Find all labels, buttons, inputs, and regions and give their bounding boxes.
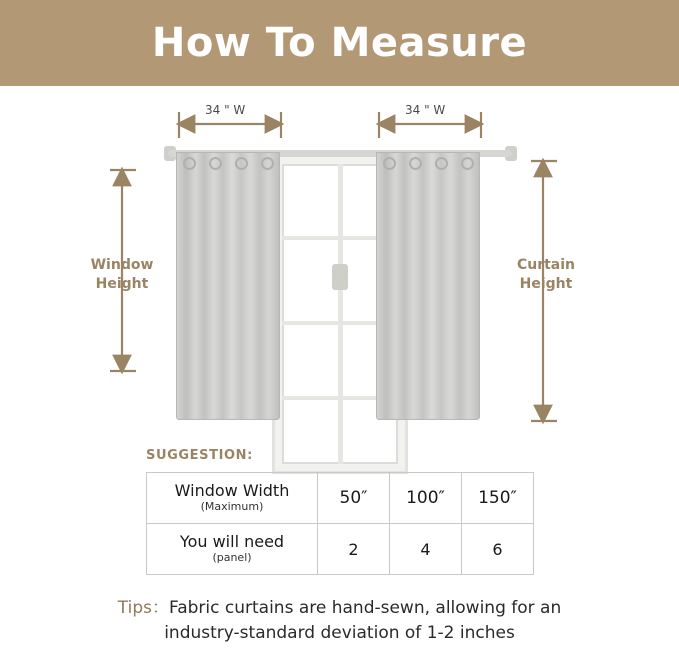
suggestion-label: SUGGESTION:	[146, 448, 253, 463]
suggestion-table-wrapper	[146, 472, 534, 575]
cell-window-width-3: 150″	[462, 473, 534, 524]
suggestion-table	[146, 472, 534, 575]
table-row	[147, 524, 534, 575]
page-title: How To Measure	[151, 20, 528, 66]
tips-line2: industry-standard deviation of 1-2 inches	[164, 622, 515, 643]
table-row	[147, 473, 534, 524]
row-header-panels-needed-sub: (panel)	[212, 550, 252, 564]
tips-line1: Fabric curtains are hand-sewn, allowing for an	[168, 598, 562, 618]
curtain-height-label-line1: Curtain	[516, 257, 576, 273]
width-label-left: 34 " W	[205, 103, 246, 117]
cell-window-width-1: 50″	[318, 473, 390, 524]
cell-panels-3: 6	[462, 524, 534, 575]
curtain-height-label-line2: Height	[519, 275, 573, 292]
header-banner	[0, 0, 679, 86]
window-height-label-line1: Window	[90, 257, 154, 273]
window-height-label	[72, 256, 172, 294]
cell-window-width-2: 100″	[390, 473, 462, 524]
tips-text	[0, 596, 679, 645]
width-label-right: 34 " W	[405, 103, 446, 117]
measurement-diagram	[0, 86, 679, 441]
tips-prefix: Tips：	[117, 598, 169, 618]
row-header-panels-needed-text: You will need	[179, 532, 285, 552]
window-height-label-line2: Height	[95, 275, 149, 292]
row-header-window-width-sub: (Maximum)	[200, 499, 264, 513]
curtain-height-label	[496, 256, 596, 294]
cell-panels-1: 2	[318, 524, 390, 575]
row-header-window-width	[147, 473, 318, 524]
cell-panels-2: 4	[390, 524, 462, 575]
row-header-panels-needed	[147, 524, 318, 575]
row-header-window-width-text: Window Width	[174, 481, 290, 501]
